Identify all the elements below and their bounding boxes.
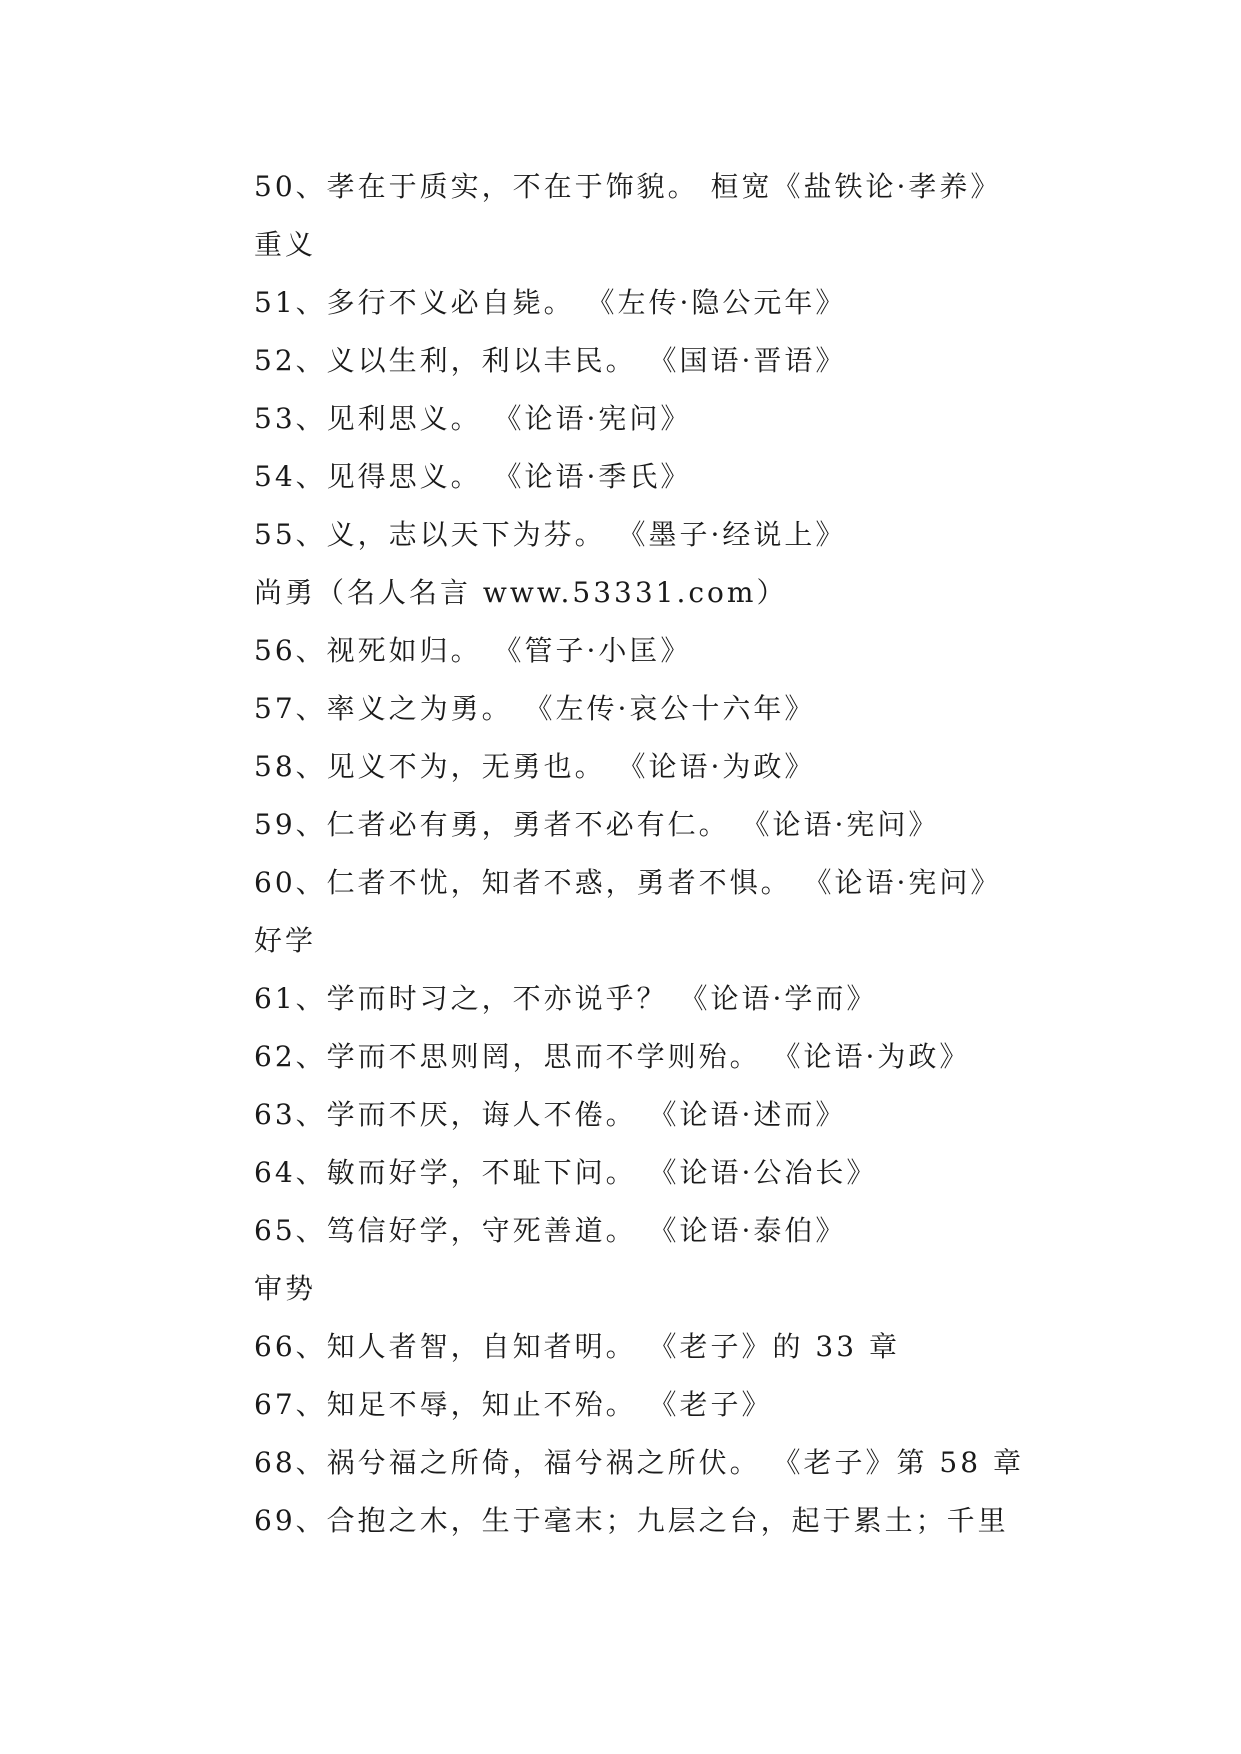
quote-line-66: 66、知人者智，自知者明。 《老子》的 33 章 <box>254 1330 900 1363</box>
quote-line-60: 60、仁者不忧，知者不惑，勇者不惧。 《论语·宪问》 <box>254 866 1002 899</box>
quote-line-62: 62、学而不思则罔，思而不学则殆。 《论语·为政》 <box>254 1040 971 1073</box>
quote-line-61: 61、学而时习之，不亦说乎？ 《论语·学而》 <box>254 982 878 1015</box>
quote-line-50: 50、孝在于质实，不在于饰貌。 桓宽《盐铁论·孝养》 <box>254 170 1002 203</box>
quote-line-55: 55、义，志以天下为芬。 《墨子·经说上》 <box>254 518 847 551</box>
section-heading-shangyong: 尚勇（名人名言 www.53331.com） <box>254 576 788 609</box>
quote-line-52: 52、义以生利，利以丰民。 《国语·晋语》 <box>254 344 847 377</box>
section-heading-zhongyi: 重义 <box>254 228 317 261</box>
quote-line-57: 57、率义之为勇。 《左传·哀公十六年》 <box>254 692 816 725</box>
quote-line-56: 56、视死如归。 《管子·小匡》 <box>254 634 692 667</box>
section-heading-haoxue: 好学 <box>254 924 317 957</box>
quote-line-69: 69、合抱之木，生于毫末；九层之台，起于累土；千里 <box>254 1504 1009 1537</box>
quote-line-63: 63、学而不厌，诲人不倦。 《论语·述而》 <box>254 1098 847 1131</box>
quote-line-58: 58、见义不为，无勇也。 《论语·为政》 <box>254 750 816 783</box>
quote-line-64: 64、敏而好学，不耻下问。 《论语·公冶长》 <box>254 1156 878 1189</box>
quote-line-53: 53、见利思义。 《论语·宪问》 <box>254 402 692 435</box>
quote-line-59: 59、仁者必有勇，勇者不必有仁。 《论语·宪问》 <box>254 808 940 841</box>
document-body <box>254 158 1154 1550</box>
quote-line-51: 51、多行不义必自毙。 《左传·隐公元年》 <box>254 286 847 319</box>
quote-line-68: 68、祸兮福之所倚，福兮祸之所伏。 《老子》第 58 章 <box>254 1446 1024 1479</box>
quote-line-67: 67、知足不辱，知止不殆。 《老子》 <box>254 1388 773 1421</box>
quote-line-65: 65、笃信好学，守死善道。 《论语·泰伯》 <box>254 1214 847 1247</box>
quote-line-54: 54、见得思义。 《论语·季氏》 <box>254 460 692 493</box>
section-heading-shenshi: 审势 <box>254 1272 317 1305</box>
